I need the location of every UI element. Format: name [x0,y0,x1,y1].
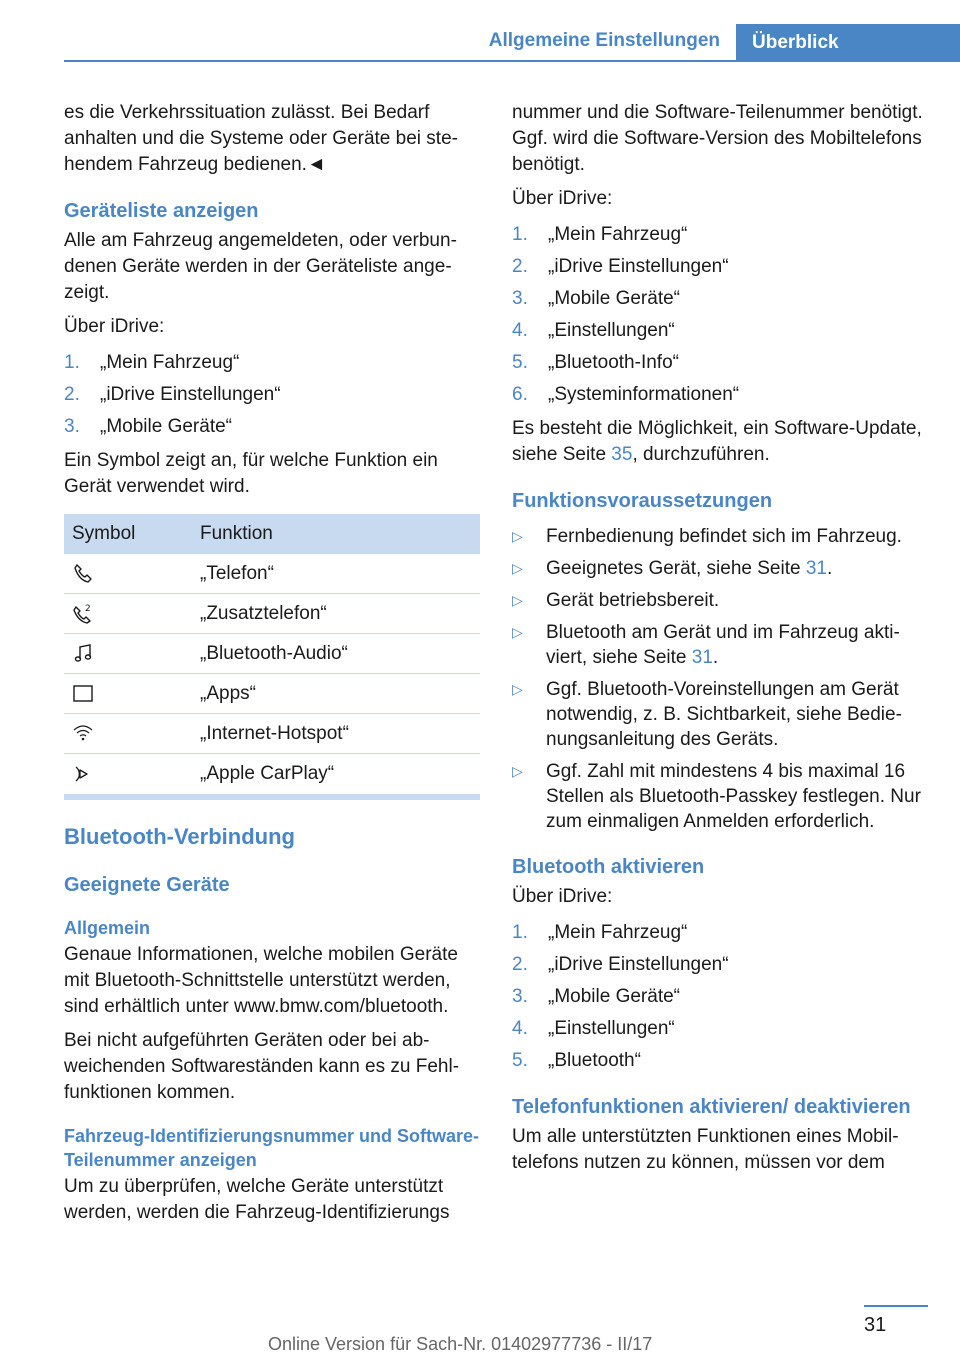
req-text-end: . [712,647,719,668]
steps-list-2 [512,920,928,1074]
symbol-table [64,514,480,800]
list-item [64,414,480,440]
table-header-row [64,514,480,554]
table-row [64,714,480,754]
req-text-end: . [826,558,833,579]
heading-vin: Fahrzeug-Identifizierungsnummer und Software-Teilenummer anzeigen [64,1126,480,1170]
step-text: „Mein Fahrzeug“ [548,224,688,245]
triangle-bullet-icon: ▷ [512,592,523,608]
footer-rule [864,1305,928,1307]
update-text-end: , durchzuführen. [632,444,770,465]
step-text: „Mobile Geräte“ [548,986,680,1007]
requirements-list [512,524,928,834]
via-idrive-label-2: Über iDrive: [512,886,613,907]
heading-bluetooth-connection: Bluetooth-Verbindung [64,824,295,849]
list-item [512,588,928,613]
table-header-function: Funktion [192,514,480,554]
phone-2-icon [72,602,94,624]
list-item [512,920,928,946]
device-list-paragraph: Alle am Fahrzeug angemeldeten, oder verbundenen Geräte werden in der Geräteliste angezeigt. [64,230,457,303]
vin-paragraph: Um zu überprüfen, welche Geräte unterstützt werden, werden die Fahrzeug-Identifizierungs [64,1176,450,1223]
list-item [512,254,928,280]
step-number: 1. [512,224,528,245]
svg-text:2: 2 [85,604,91,615]
music-note-icon [72,642,94,664]
step-text: „iDrive Einstellungen“ [100,384,281,405]
right-column [512,100,928,1184]
step-number: 4. [512,1018,528,1039]
phone-functions-paragraph: Um alle unterstützten Funktionen eines Mobiltelefons nutzen zu können, müssen vor dem [512,1126,899,1173]
update-paragraph [512,416,928,468]
step-number: 6. [512,384,528,405]
list-item [512,524,928,549]
step-number: 3. [512,986,528,1007]
triangle-bullet-icon: ▷ [512,681,523,697]
table-row [64,554,480,594]
table-cell-function: „Zusatztelefon“ [192,594,480,634]
list-item [64,382,480,408]
step-text: „Systeminformationen“ [548,384,740,405]
triangle-bullet-icon: ▷ [512,624,523,640]
step-number: 4. [512,320,528,341]
symbol-paragraph: Ein Symbol zeigt an, für welche Funktion ein Gerät verwendet wird. [64,450,438,497]
step-text: „Einstellungen“ [548,320,675,341]
list-item [512,556,928,581]
footer-version: Online Version für Sach-Nr. 01402977736 - II/17 [268,1334,653,1354]
heading-device-list: Geräteliste anzeigen [64,200,259,222]
req-text: Ggf. Bluetooth-Voreinstellungen am Gerät notwendig, z. B. Sichtbarkeit, siehe Bedienungsanleitung des Geräts. [546,679,902,750]
list-item [512,318,928,344]
page-link[interactable]: 31 [805,558,827,579]
req-text: Ggf. Zahl mit mindestens 4 bis maximal 16 Stellen als Bluetooth-Passkey festlegen. Nur zum einmaligen Anmelden erforderlich. [546,761,921,832]
table-cell-function: „Telefon“ [192,554,480,594]
step-text: „Mein Fahrzeug“ [100,352,240,373]
step-text: „iDrive Einstellungen“ [548,954,729,975]
step-text: „Mobile Geräte“ [548,288,680,309]
intro-paragraph: es die Verkehrssituation zulässt. Bei Bedarf anhalten und die Systeme oder Geräte bei stehendem Fahrzeug bedienen.◄ [64,102,458,175]
list-item [512,222,928,248]
step-number: 1. [512,922,528,943]
step-text: „Mein Fahrzeug“ [548,922,688,943]
req-text: Geeignetes Gerät, siehe Seite [546,558,806,579]
phone-icon [72,562,94,584]
table-cell-function: „Apps“ [192,674,480,714]
list-item [512,984,928,1010]
carplay-icon [72,763,94,785]
table-cell-function: „Bluetooth-Audio“ [192,634,480,674]
heading-activate-bluetooth: Bluetooth aktivieren [512,856,705,878]
table-cell-function: „Internet-Hotspot“ [192,714,480,754]
req-text: Gerät betriebsbereit. [546,590,720,611]
update-text: Es besteht die Möglichkeit, ein Software-Update, siehe Seite [512,418,922,465]
heading-requirements: Funktionsvoraussetzungen [512,490,773,512]
triangle-bullet-icon: ▷ [512,763,523,779]
list-item [512,286,928,312]
step-number: 2. [64,384,80,405]
step-number: 5. [512,352,528,373]
heading-phone-functions: Telefonfunktionen aktivieren/ deaktivieren [512,1096,911,1118]
table-row [64,634,480,674]
via-idrive-label: Über iDrive: [512,188,613,209]
page-link[interactable]: 35 [611,444,633,465]
step-number: 5. [512,1050,528,1071]
page-link[interactable]: 31 [691,647,713,668]
req-text: Bluetooth am Gerät und im Fahrzeug aktiviert, siehe Seite [546,622,900,668]
step-text: „Bluetooth-Info“ [548,352,679,373]
via-idrive-label: Über iDrive: [64,316,165,337]
table-cell-function: „Apple CarPlay“ [192,754,480,798]
general-paragraph-1: Genaue Informationen, welche mobilen Geräte mit Bluetooth-Schnittstelle unterstützt werden, sind erhältlich unter www.bmw.com/bluetooth. [64,944,458,1017]
step-text: „iDrive Einstellungen“ [548,256,729,277]
step-text: „Einstellungen“ [548,1018,675,1039]
steps-list [64,350,480,440]
triangle-bullet-icon: ▷ [512,528,523,544]
list-item [512,1016,928,1042]
list-item [512,677,928,752]
list-item [512,952,928,978]
header-section-title: Allgemeine Einstellungen [488,30,720,51]
table-row [64,674,480,714]
heading-general: Allgemein [64,918,151,938]
triangle-bullet-icon: ▷ [512,560,523,576]
apps-square-icon [72,682,94,704]
req-text: Fernbedienung befindet sich im Fahrzeug. [546,526,902,547]
left-column [64,100,480,1234]
step-number: 3. [64,416,80,437]
table-row [64,754,480,798]
list-item [64,350,480,376]
step-text: „Bluetooth“ [548,1050,641,1071]
table-header-symbol: Symbol [64,514,192,554]
header-rule [64,60,960,62]
step-number: 2. [512,954,528,975]
list-item [512,382,928,408]
step-number: 2. [512,256,528,277]
continued-paragraph: nummer und die Software-Teilenummer benötigt. Ggf. wird die Software-Version des Mobiltelefons benötigt. [512,102,923,175]
header-tab: Überblick [736,24,960,62]
steps-list [512,222,928,408]
list-item [512,759,928,834]
step-number: 3. [512,288,528,309]
step-text: „Mobile Geräte“ [100,416,232,437]
wifi-icon [72,722,94,744]
general-paragraph-2: Bei nicht aufgeführten Geräten oder bei abweichenden Softwareständen kann es zu Fehlfunktionen kommen. [64,1030,460,1103]
list-item [512,620,928,670]
list-item [512,350,928,376]
page-header [64,24,960,62]
table-row [64,594,480,634]
page-number: 31 [864,1314,887,1336]
heading-suitable-devices: Geeignete Geräte [64,874,230,896]
step-number: 1. [64,352,80,373]
list-item [512,1048,928,1074]
